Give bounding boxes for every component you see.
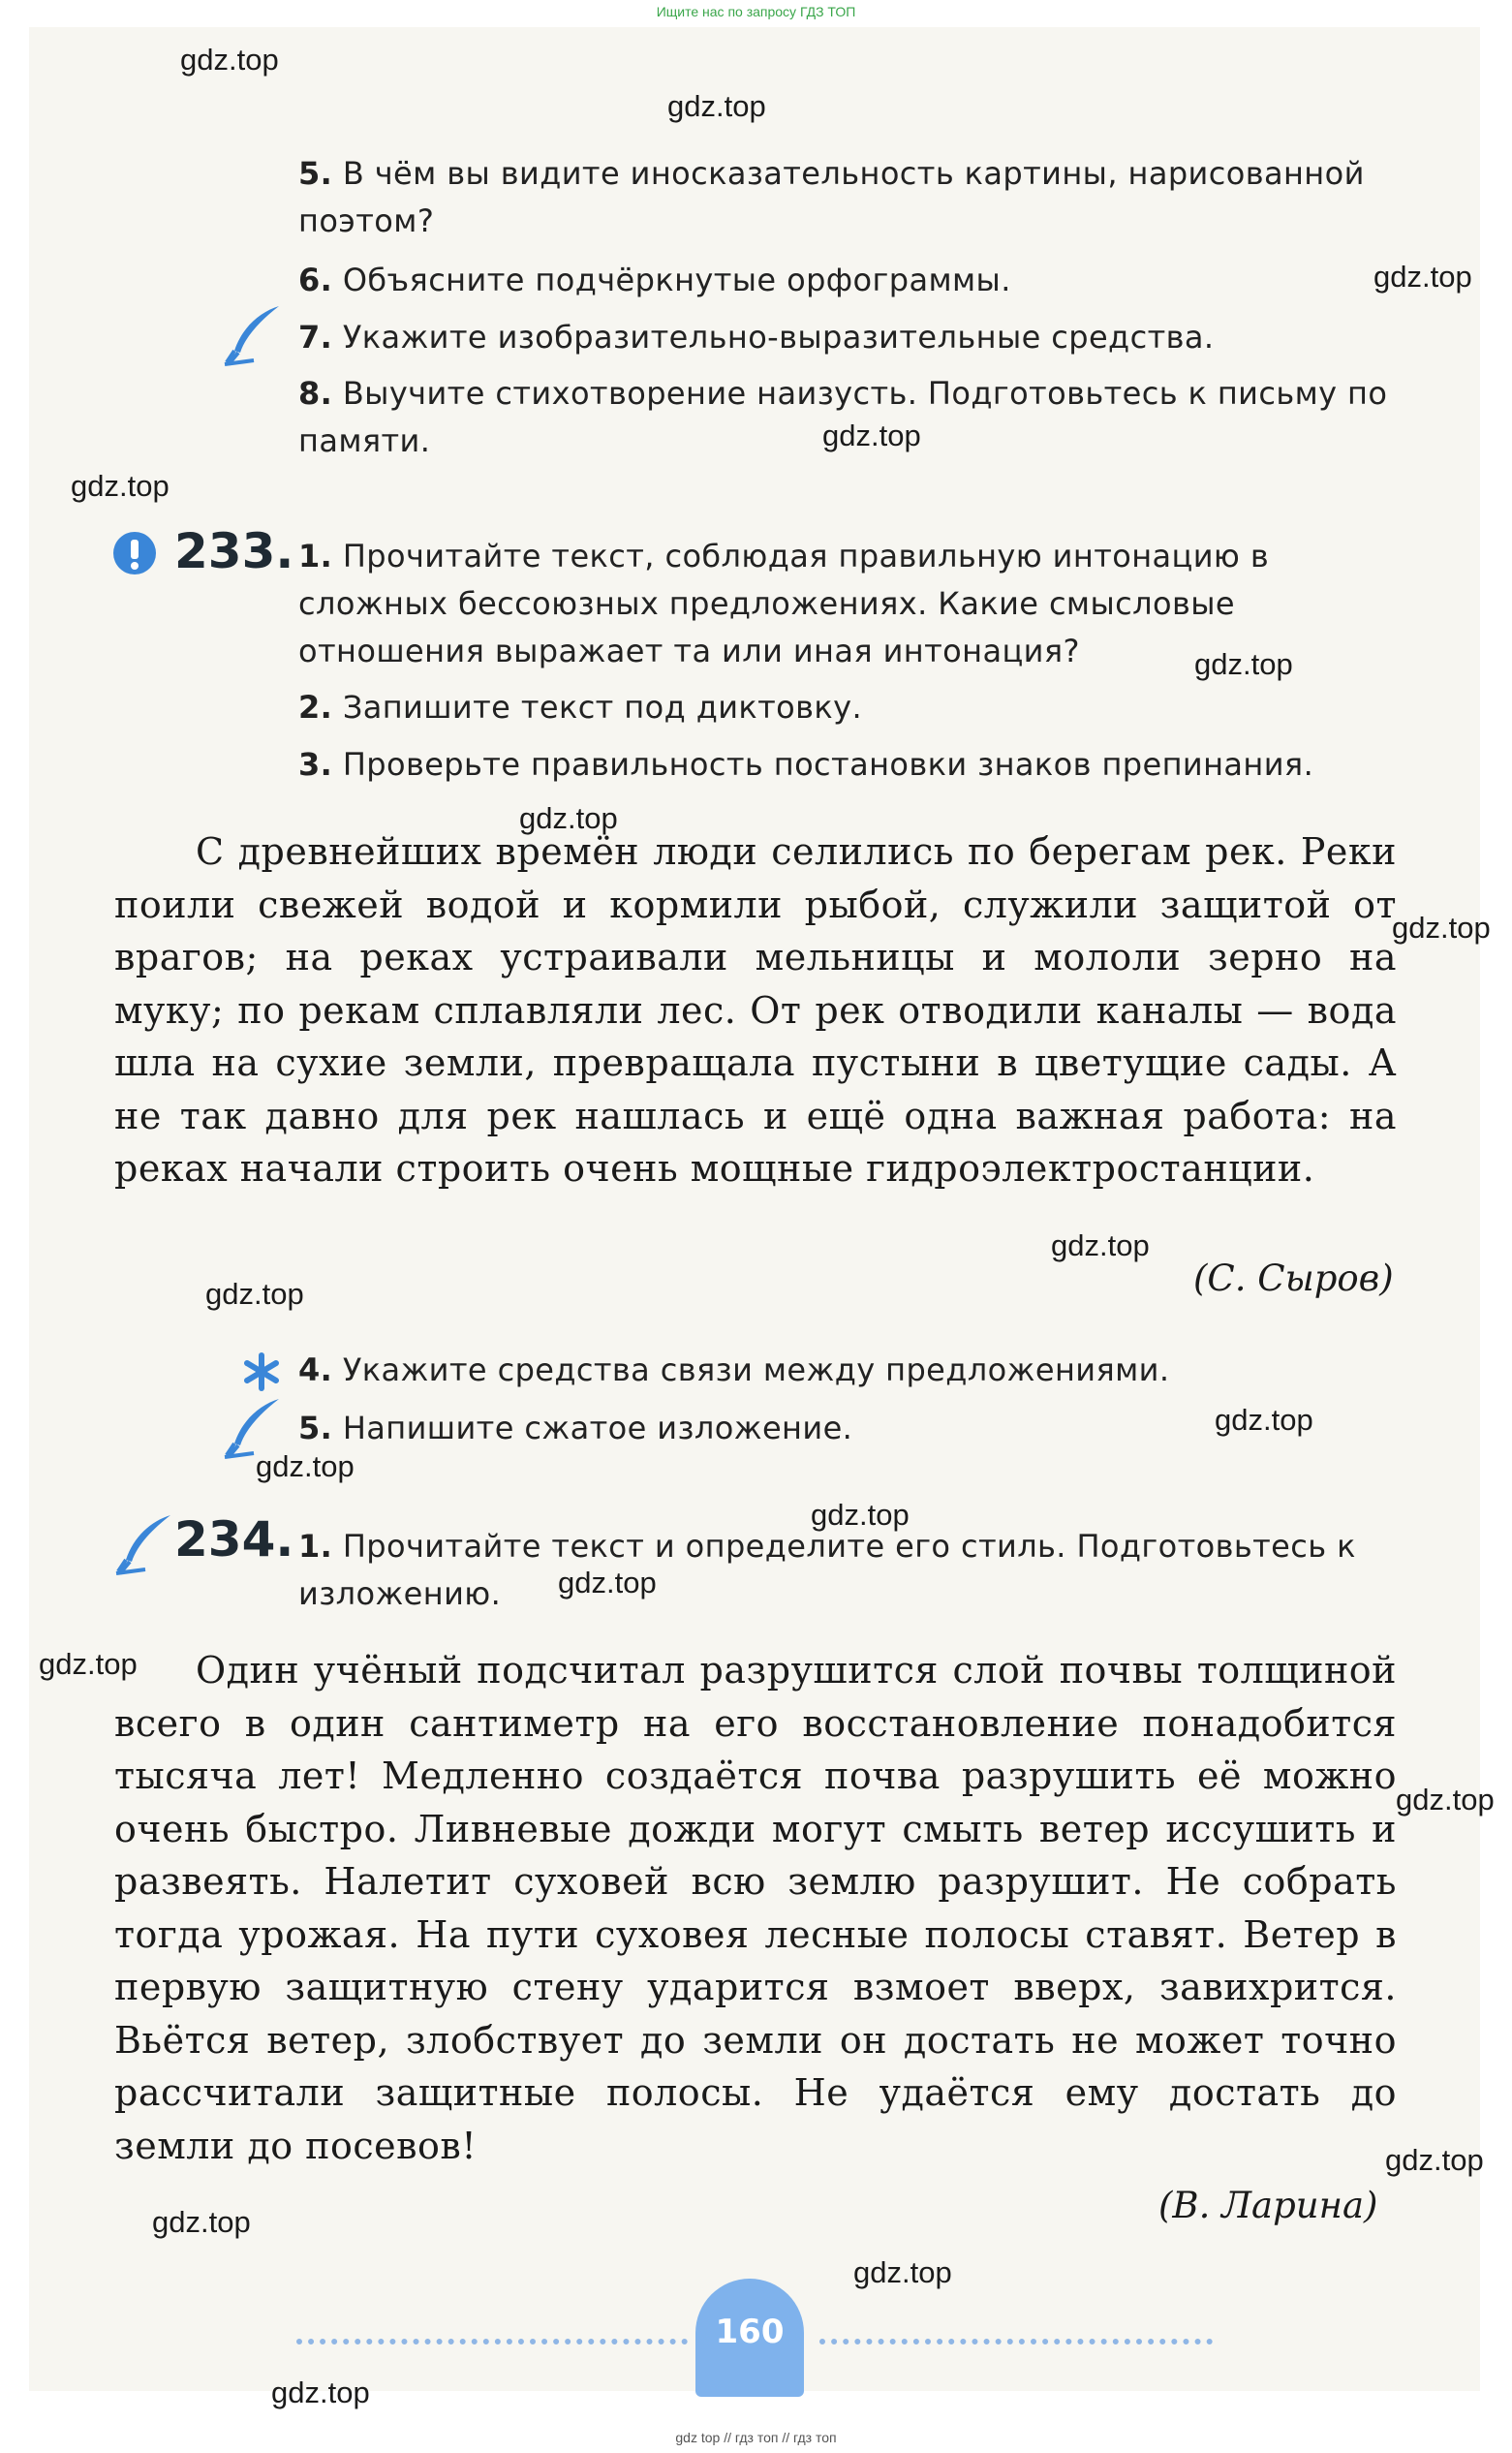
watermark: gdz.top <box>1385 2143 1484 2177</box>
watermark: gdz.top <box>71 469 170 503</box>
watermark: gdz.top <box>152 2205 251 2239</box>
watermark: gdz.top <box>1373 260 1472 294</box>
watermark: gdz.top <box>39 1647 138 1681</box>
exercise-233-task-1: 1. Прочитайте текст, соблюдая правильную интонацию в сложных бессоюзных предложениях. Какие смысловые отношения выражает та или иная интонация? <box>298 538 1270 669</box>
exercise-234-number: 234. <box>174 1511 294 1568</box>
watermark: gdz.top <box>205 1277 304 1311</box>
question-8: 8. Выучите стихотворение наизусть. Подготовьтесь к письму по памяти. <box>298 375 1388 459</box>
watermark: gdz.top <box>180 43 279 77</box>
exercise-233-task-2: 2. Запишите текст под диктовку. <box>298 689 863 726</box>
exercise-233-task-4: 4. Укажите средства связи между предложениями. <box>298 1351 1170 1388</box>
question-5: 5. В чём вы видите иносказательность картины, нарисованной поэтом? <box>298 155 1365 239</box>
exclamation-icon <box>112 531 157 575</box>
watermark: gdz.top <box>1215 1403 1313 1437</box>
asterisk-icon <box>242 1352 281 1391</box>
exercise-233-task-3: 3. Проверьте правильность постановки знаков препинания. <box>298 746 1314 783</box>
exercise-234-author: (В. Ларина) <box>1158 2185 1378 2226</box>
quill-pen-icon <box>112 1511 176 1575</box>
footer-note: gdz top // гдз топ // гдз топ <box>675 2430 837 2445</box>
exercise-234-task-1: 1. Прочитайте текст и определите его стиль. Подготовьтесь к изложению. <box>298 1528 1356 1612</box>
watermark: gdz.top <box>853 2255 952 2289</box>
watermark: gdz.top <box>811 1498 910 1532</box>
page-number: 160 <box>695 2279 804 2397</box>
footer-dots-left <box>296 2339 688 2344</box>
watermark: gdz.top <box>667 89 766 123</box>
watermark: gdz.top <box>822 419 921 452</box>
exercise-233-author: (С. Сыров) <box>1193 1258 1394 1299</box>
question-6: 6. Объясните подчёркнутые орфограммы. <box>298 262 1011 298</box>
exercise-234-text: Один учёный подсчитал разрушится слой почвы толщиной всего в один сантиметр на его восстановление понадобится тысяча лет! Медленно создаётся почва разрушить её можно очень быстро. Ливневые дожди могут смыть ветер иссушить и развеять. Налетит суховей всю землю разрушит. Не собрать тогда урожая. На пути суховея лесные полосы ставят. Ветер в первую защитную стену ударится взмоет вверх, завихрится. Вьётся ветер, злобствует до земли он достать не может точно рассчитали защитные полосы. Не удаётся ему достать до земли до посевов! <box>114 1649 1397 2167</box>
watermark: gdz.top <box>256 1449 355 1483</box>
exercise-233-task-5: 5. Напишите сжатое изложение. <box>298 1410 853 1446</box>
watermark: gdz.top <box>1392 911 1491 945</box>
exercise-233-text: С древнейших времён люди селились по берегам рек. Реки поили свежей водой и кормили рыбой, служили защитой от врагов; на реках устраивали мельницы и мололи зерно на муку; по рекам сплавляли лес. От рек отводили каналы — вода шла на сухие земли, превращала пустыни в цветущие сады. А не так давно для рек нашлась и ещё одна важная работа: на реках начали строить очень мощные гидроэлектростанции. <box>114 830 1397 1190</box>
header-note: Ищите нас по запросу ГДЗ ТОП <box>656 4 856 19</box>
footer-dots-right <box>819 2339 1213 2344</box>
exercise-233-number: 233. <box>174 523 294 579</box>
watermark: gdz.top <box>1194 647 1293 681</box>
quill-pen-icon <box>221 302 285 366</box>
question-7: 7. Укажите изобразительно-выразительные средства. <box>298 319 1215 356</box>
watermark: gdz.top <box>1396 1783 1495 1816</box>
watermark: gdz.top <box>271 2375 370 2409</box>
watermark: gdz.top <box>1051 1228 1150 1262</box>
watermark: gdz.top <box>558 1566 657 1599</box>
watermark: gdz.top <box>519 801 618 835</box>
